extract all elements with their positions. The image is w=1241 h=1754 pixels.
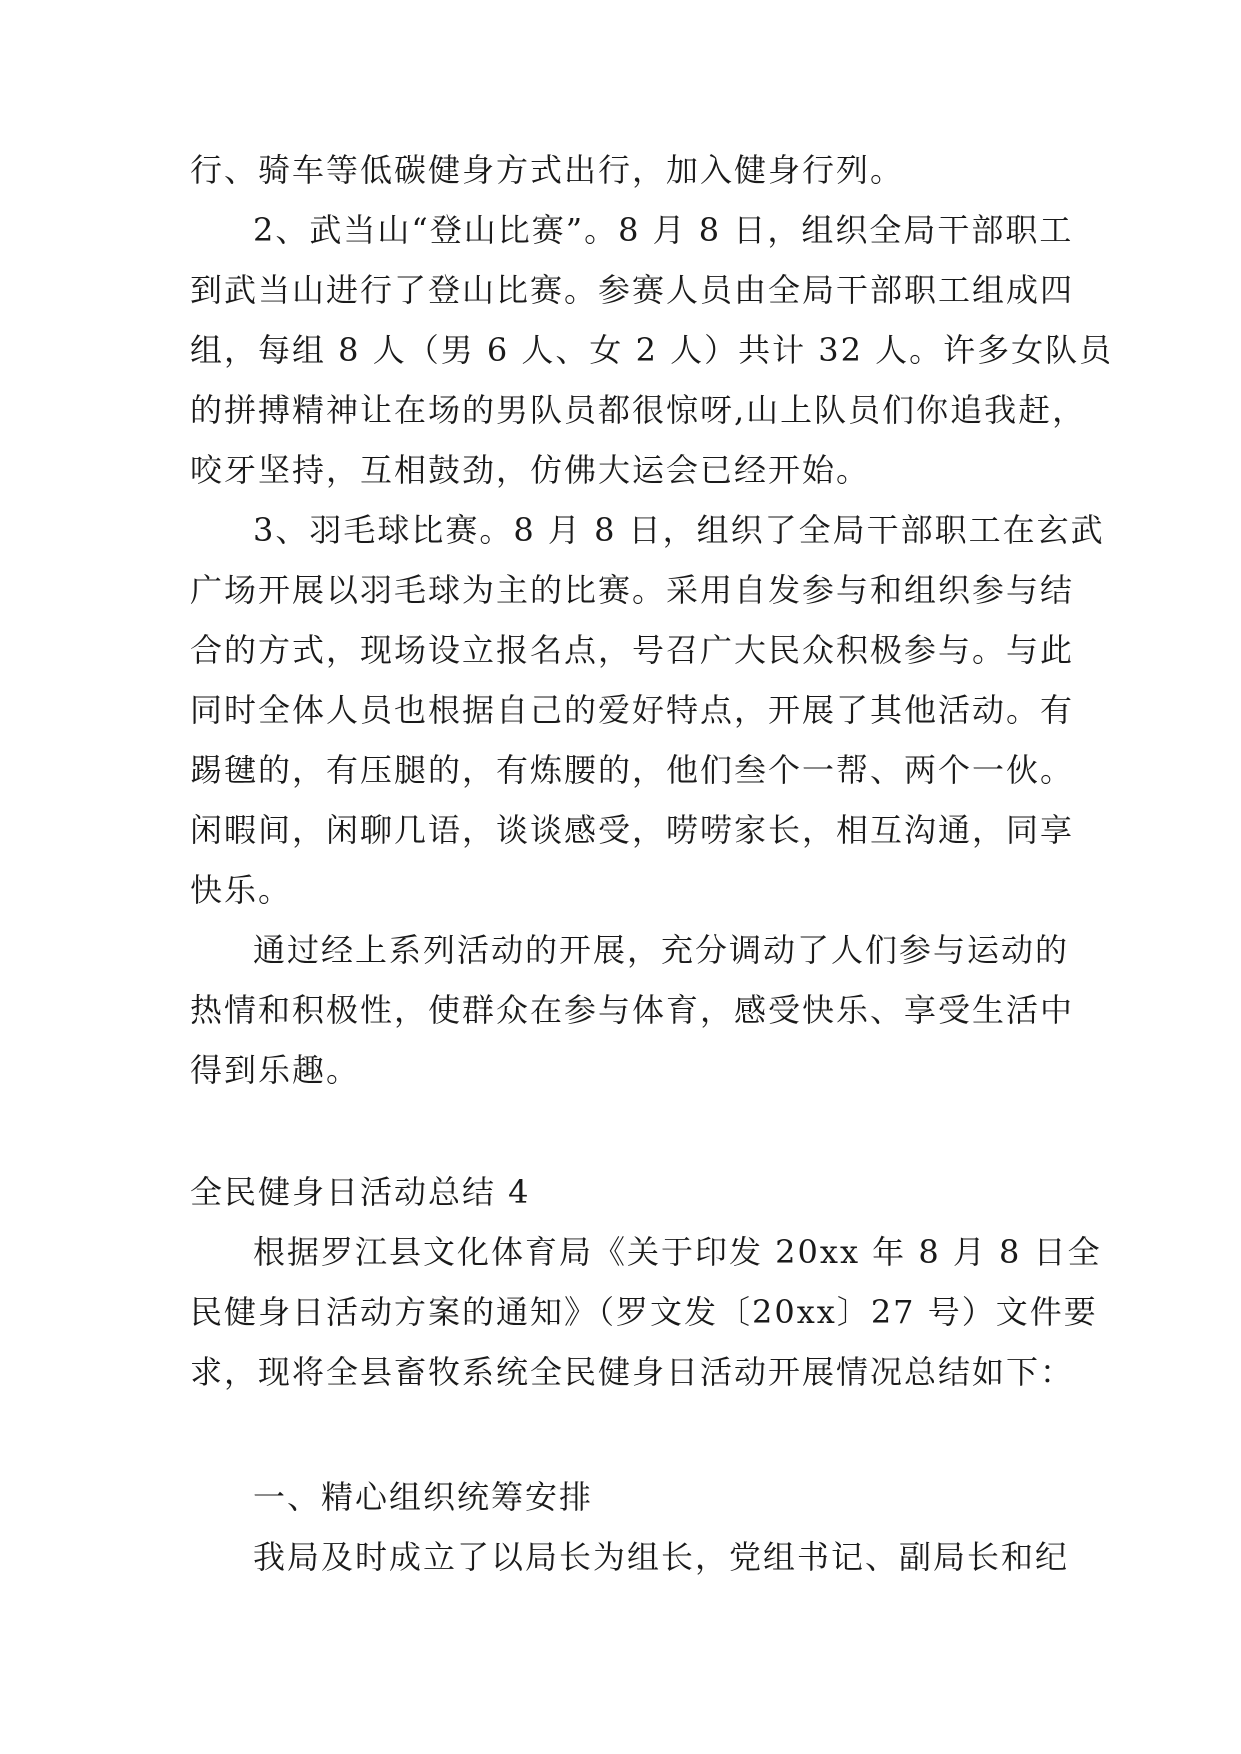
paragraph-line: 民健身日活动方案的通知》（罗文发〔20xx〕27 号）文件要 [190,1293,1098,1331]
paragraph-line: 2、武当山“登山比赛”。8 月 8 日，组织全局干部职工 [253,211,1074,249]
paragraph-line: 同时全体人员也根据自己的爱好特点，开展了其他活动。有 [190,691,1075,729]
paragraph-line: 快乐。 [190,871,293,909]
paragraph-line: 3、羽毛球比赛。8 月 8 日，组织了全局干部职工在玄武 [253,511,1105,549]
paragraph-line: 咬牙坚持，互相鼓劲，仿佛大运会已经开始。 [190,451,871,489]
paragraph-line: 的拼搏精神让在场的男队员都很惊呀,山上队员们你追我赶， [190,391,1087,429]
paragraph-line: 热情和积极性，使群众在参与体育，感受快乐、享受生活中 [190,991,1075,1029]
section-heading: 全民健身日活动总结 4 [190,1173,531,1211]
paragraph-line: 得到乐趣。 [190,1051,361,1089]
paragraph-line: 行、骑车等低碳健身方式出行，加入健身行列。 [190,151,905,189]
paragraph-line: 广场开展以羽毛球为主的比赛。采用自发参与和组织参与结 [190,571,1075,609]
paragraph-line: 根据罗江县文化体育局《关于印发 20xx 年 8 月 8 日全 [253,1233,1102,1271]
paragraph-line: 求，现将全县畜牧系统全民健身日活动开展情况总结如下： [190,1353,1075,1391]
paragraph-line: 合的方式，现场设立报名点，号召广大民众积极参与。与此 [190,631,1075,669]
paragraph-line: 组，每组 8 人（男 6 人、女 2 人）共计 32 人。许多女队员 [190,331,1114,369]
paragraph-line: 通过经上系列活动的开展，充分调动了人们参与运动的 [253,931,1070,969]
paragraph-line: 到武当山进行了登山比赛。参赛人员由全局干部职工组成四 [190,271,1075,309]
paragraph-line: 踢毽的，有压腿的，有炼腰的，他们叁个一帮、两个一伙。 [190,751,1075,789]
subsection-heading: 一、精心组织统筹安排 [253,1478,594,1516]
paragraph-line: 我局及时成立了以局长为组长，党组书记、副局长和纪 [253,1538,1070,1576]
paragraph-line: 闲暇间，闲聊几语，谈谈感受，唠唠家长，相互沟通，同享 [190,811,1075,849]
